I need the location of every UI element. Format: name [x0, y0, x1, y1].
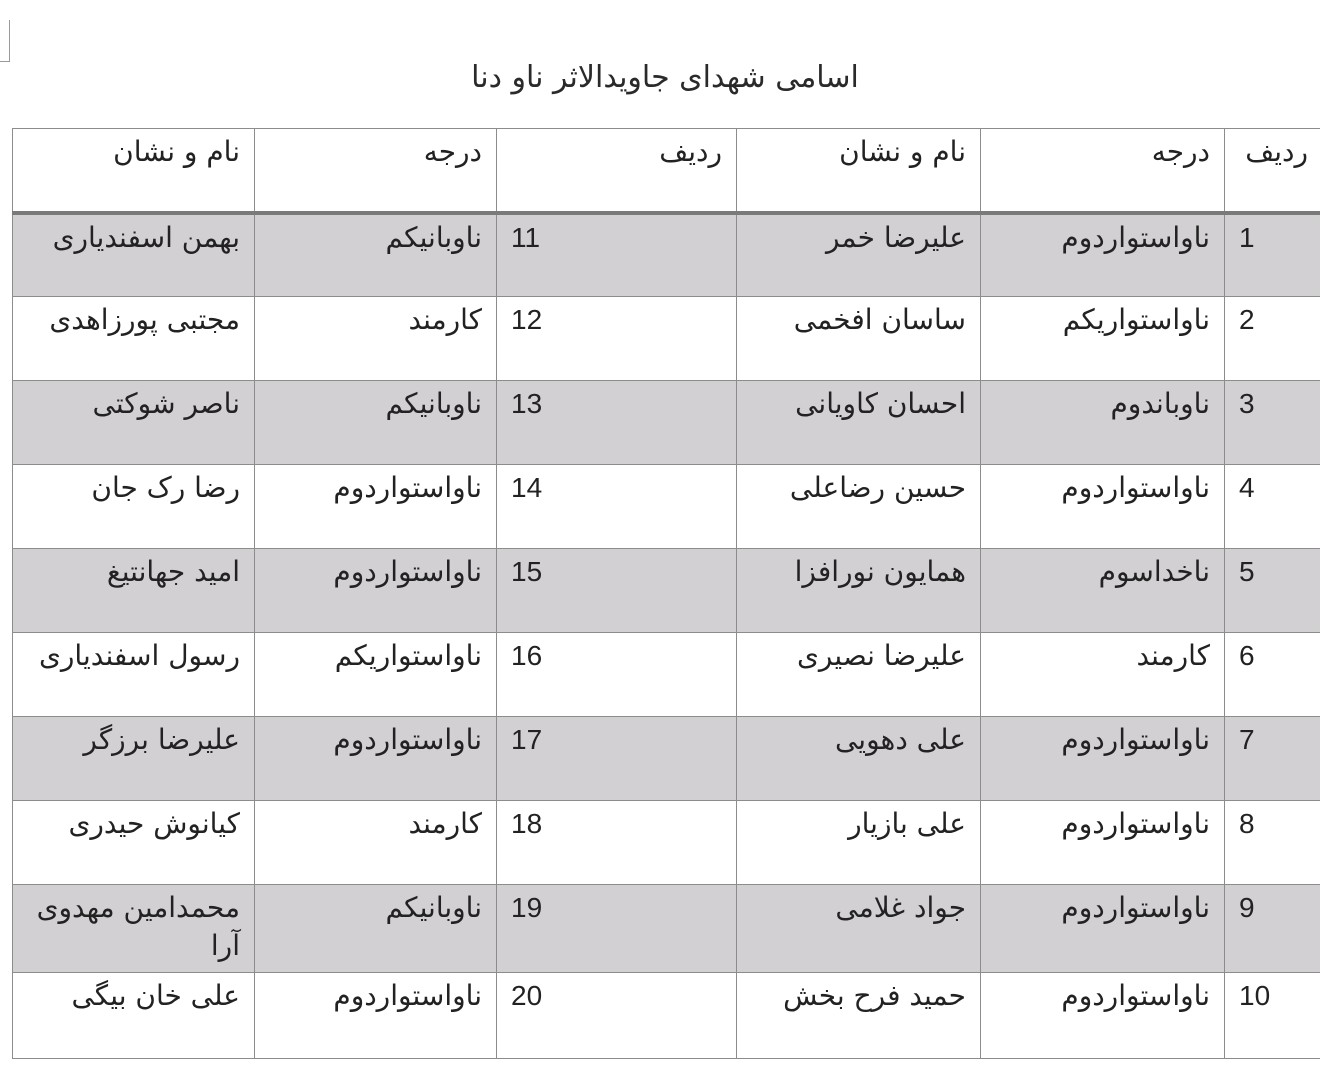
- header-radif-right: ردیف: [1225, 129, 1320, 213]
- row-number: 15: [497, 549, 737, 633]
- name-cell: علیرضا خمر: [737, 213, 981, 297]
- table-row: [13, 465, 1320, 549]
- rank-cell: کارمند: [255, 801, 497, 885]
- row-number: 4: [1225, 465, 1320, 549]
- table-header-row: [13, 129, 1320, 213]
- row-number: 13: [497, 381, 737, 465]
- row-number: 6: [1225, 633, 1320, 717]
- rank-cell: ناواستواردوم: [981, 801, 1225, 885]
- row-number: 20: [497, 973, 737, 1059]
- rank-cell: ناواستواریکم: [981, 297, 1225, 381]
- rank-cell: ناواستواردوم: [255, 465, 497, 549]
- row-number: 8: [1225, 801, 1320, 885]
- name-cell: حسین رضاعلی: [737, 465, 981, 549]
- table-row: [13, 549, 1320, 633]
- header-daraje-left: درجه: [255, 129, 497, 213]
- name-cell: رسول اسفندیاری: [13, 633, 255, 717]
- table-row: [13, 801, 1320, 885]
- row-number: 10: [1225, 973, 1320, 1059]
- name-cell: علی بازیار: [737, 801, 981, 885]
- table-row: [13, 633, 1320, 717]
- name-cell: جواد غلامی: [737, 885, 981, 973]
- name-cell: همایون نورافزا: [737, 549, 981, 633]
- table-row: [13, 213, 1320, 297]
- name-cell: علیرضا برزگر: [13, 717, 255, 801]
- rank-cell: ناواستواردوم: [981, 465, 1225, 549]
- table-row: [13, 297, 1320, 381]
- name-cell: احسان کاویانی: [737, 381, 981, 465]
- row-number: 12: [497, 297, 737, 381]
- rank-cell: ناواستواریکم: [255, 633, 497, 717]
- row-number: 5: [1225, 549, 1320, 633]
- row-number: 11: [497, 213, 737, 297]
- name-cell: امید جهانتیغ: [13, 549, 255, 633]
- rank-cell: ناواستواردوم: [255, 717, 497, 801]
- name-cell: رضا رک جان: [13, 465, 255, 549]
- name-cell: علی خان بیگی: [13, 973, 255, 1059]
- row-number: 7: [1225, 717, 1320, 801]
- rank-cell: ناواستواردوم: [981, 973, 1225, 1059]
- header-daraje-right: درجه: [981, 129, 1225, 213]
- rank-cell: کارمند: [255, 297, 497, 381]
- table-row: [13, 381, 1320, 465]
- rank-cell: کارمند: [981, 633, 1225, 717]
- header-radif-left: ردیف: [497, 129, 737, 213]
- row-number: 9: [1225, 885, 1320, 973]
- rank-cell: ناواستواردوم: [981, 213, 1225, 297]
- header-name-left: نام و نشان: [13, 129, 255, 213]
- martyrs-table: [12, 128, 1320, 1059]
- name-cell: بهمن اسفندیاری: [13, 213, 255, 297]
- name-cell: محمدامین مهدوی آرا: [13, 885, 255, 973]
- rank-cell: ناوبانیکم: [255, 213, 497, 297]
- rank-cell: ناخداسوم: [981, 549, 1225, 633]
- rank-cell: ناوباندوم: [981, 381, 1225, 465]
- name-cell: حمید فرح بخش: [737, 973, 981, 1059]
- page-corner-mark: [0, 20, 10, 62]
- name-cell: مجتبی پورزاهدی: [13, 297, 255, 381]
- table-row: [13, 973, 1320, 1059]
- name-cell: ناصر شوکتی: [13, 381, 255, 465]
- page-title: اسامی شهدای جاویدالاثر ناو دنا: [471, 60, 859, 95]
- table-row: [13, 885, 1320, 973]
- rank-cell: ناواستواردوم: [981, 885, 1225, 973]
- rank-cell: ناوبانیکم: [255, 885, 497, 973]
- rank-cell: ناواستواردوم: [981, 717, 1225, 801]
- rank-cell: ناواستواردوم: [255, 973, 497, 1059]
- row-number: 1: [1225, 213, 1320, 297]
- row-number: 19: [497, 885, 737, 973]
- name-cell: کیانوش حیدری: [13, 801, 255, 885]
- row-number: 18: [497, 801, 737, 885]
- name-cell: علی دهویی: [737, 717, 981, 801]
- name-cell: علیرضا نصیری: [737, 633, 981, 717]
- rank-cell: ناواستواردوم: [255, 549, 497, 633]
- name-cell: ساسان افخمی: [737, 297, 981, 381]
- row-number: 14: [497, 465, 737, 549]
- row-number: 2: [1225, 297, 1320, 381]
- rank-cell: ناوبانیکم: [255, 381, 497, 465]
- row-number: 3: [1225, 381, 1320, 465]
- row-number: 16: [497, 633, 737, 717]
- row-number: 17: [497, 717, 737, 801]
- table-row: [13, 717, 1320, 801]
- header-name-right: نام و نشان: [737, 129, 981, 213]
